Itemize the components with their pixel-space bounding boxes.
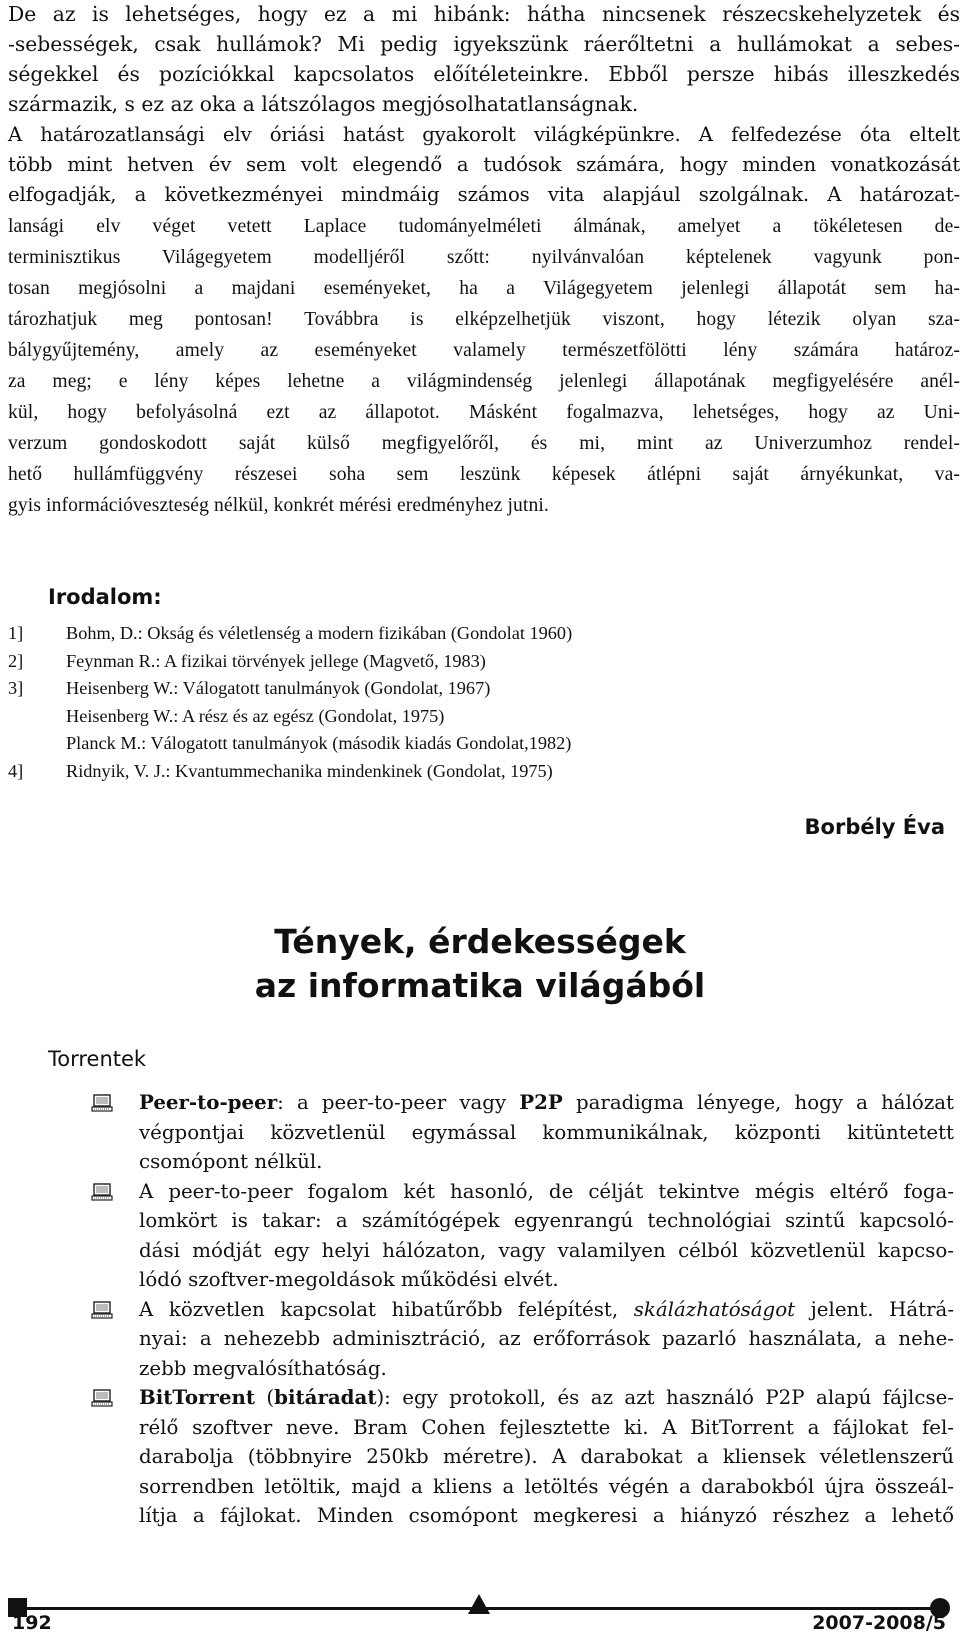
reference-number: 3]	[8, 678, 24, 698]
subsection-heading: Torrentek	[48, 1047, 147, 1071]
bullet-line: csomópont nélkül.	[139, 1150, 323, 1173]
page-footer	[0, 1590, 960, 1634]
term-bold: bitáradat	[274, 1385, 377, 1409]
text-run: A közvetlen kapcsolat hibatűrőbb felépítést,	[139, 1297, 634, 1321]
bullet-line: lódó szoftver-megoldások működési elvét.	[139, 1268, 559, 1291]
reference-item	[8, 703, 572, 731]
reference-text: Feynman R.: A fizikai törvények jellege (Magvető, 1983)	[66, 650, 486, 671]
bullet-item	[91, 1177, 953, 1295]
section-title-line: az informatika világából	[254, 966, 706, 1005]
reference-text: Heisenberg W.: A rész és az egész (Gondolat, 1975)	[66, 705, 445, 726]
reference-item	[8, 675, 572, 703]
reference-text: Ridnyik, V. J.: Kvantummechanika mindenkinek (Gondolat, 1975)	[66, 760, 553, 781]
computer-icon	[91, 1301, 113, 1319]
bullet-line	[139, 1383, 954, 1413]
bullet-line: lomkört is takar: a számítógépek egyenrangú technológiai szintű kapcsoló-	[139, 1209, 954, 1232]
computer-icon	[91, 1094, 113, 1112]
text-line: -sebességek, csak hullámok? Mi pedig igyekszünk ráerőltetni a hullámokat a sebes-	[8, 32, 960, 56]
text-line: lansági elv véget vetett Laplace tudományelméleti álmának, amelyet a tökéletesen de-	[8, 216, 960, 237]
reference-item	[8, 758, 572, 786]
text-line: A határozatlansági elv óriási hatást gyakorolt világképünkre. A felfedezése óta eltelt	[8, 123, 960, 146]
reference-item	[8, 730, 572, 758]
bullet-line: zebb megvalósíthatóság.	[139, 1356, 387, 1380]
text-line: több mint hetven év sem volt elegendő a tudósok számára, hogy minden vonatkozását	[8, 153, 960, 176]
bullet-line: rélő szoftver neve. Bram Cohen fejlesztette ki. A BitTorrent a fájlokat fel-	[139, 1415, 954, 1439]
issue-label: 2007-2008/5	[812, 1612, 946, 1634]
text-line: tározhatjuk meg pontosan! Továbbra is elképzelhetjük viszont, hogy létezik olyan sza-	[8, 309, 960, 330]
page-number: 192	[12, 1612, 52, 1634]
computer-icon	[91, 1183, 113, 1201]
bullet-list	[91, 1088, 953, 1531]
computer-icon	[91, 1389, 113, 1407]
bullet-item	[91, 1088, 953, 1177]
reference-number	[8, 730, 66, 758]
bullet-item	[91, 1383, 953, 1531]
bullet-line	[139, 1295, 954, 1325]
reference-number	[8, 703, 66, 731]
term-italic: skálázhatóságot	[633, 1297, 796, 1321]
text-line: tosan megjósolni a majdani eseményeket, ha a Világegyetem jelenlegi állapotát sem ha-	[8, 278, 960, 299]
text-line: elfogadják, a következményei mindmáig számos vita alapjául szolgálnak. A határozat-	[8, 183, 960, 206]
term-bold: P2P	[519, 1090, 563, 1114]
bullet-line	[139, 1088, 954, 1118]
bullet-line: nyai: a nehezebb adminisztráció, az erőforrások pazarló használata, a nehe-	[139, 1327, 954, 1350]
bullet-line: dási módját egy helyi hálózaton, vagy valamilyen célból közvetlenül kapcso-	[139, 1238, 954, 1262]
text-line: kül, hogy befolyásolná ezt az állapotot. Másként fogalmazva, lehetséges, hogy az Uni-	[8, 402, 960, 423]
text-run: jelent. Hátrá-	[795, 1297, 955, 1321]
text-line: De az is lehetséges, hogy ez a mi hibánk: hátha nincsenek részecskehelyzetek és	[8, 2, 960, 26]
reference-text: Planck M.: Válogatott tanulmányok (második kiadás Gondolat,1982)	[66, 733, 572, 753]
section-title	[0, 920, 960, 1008]
reference-number: 4]	[8, 760, 24, 781]
text-line: származik, s ez az oka a látszólagos megjósolhatatlanságnak.	[8, 92, 639, 116]
reference-item	[8, 648, 572, 676]
term-bold: BitTorrent	[139, 1385, 255, 1409]
bullet-line: sorrendben letöltik, majd a kliens a letöltés végén a darabokból újra összeál-	[139, 1474, 954, 1498]
reference-number: 1]	[8, 623, 24, 643]
text-line: gyis információveszteség nélkül, konkrét mérési eredményhez jutni.	[8, 495, 549, 516]
text-line: bálygyűjtemény, amely az eseményeket valamely természetfölötti lény számára határoz-	[8, 340, 960, 361]
author-signature: Borbély Éva	[804, 815, 945, 839]
reference-text: Heisenberg W.: Válogatott tanulmányok (Gondolat, 1967)	[66, 678, 491, 698]
text-run: ): egy protokoll, és az azt használó P2P alapú fájlcse-	[376, 1386, 954, 1409]
reference-item	[8, 620, 572, 648]
references-list	[8, 620, 572, 785]
reference-number: 2]	[8, 650, 24, 671]
text-line: za meg; e lény képes lehetne a világmindenség jelenlegi állapotának megfigyelésére anél-	[8, 371, 960, 392]
text-line: hető hullámfüggvény részesei soha sem leszünk képesek átlépni saját árnyékunkat, va-	[8, 464, 960, 485]
section-title-line: Tények, érdekességek	[274, 922, 686, 961]
bullet-line: lítja a fájlokat. Minden csomópont megkeresi a hiányzó részhez a lehető	[139, 1504, 954, 1527]
bullet-line: A peer-to-peer fogalom két hasonló, de célját tekintve mégis eltérő foga-	[139, 1179, 954, 1203]
text-run: (	[254, 1386, 275, 1409]
bullet-line: darabolja (többnyire 250kb méretre). A darabokat a kliensek véletlenszerű	[139, 1445, 954, 1468]
triangle-icon	[468, 1594, 490, 1614]
text-run: paradigma lényege, hogy a hálózat	[562, 1091, 955, 1114]
references-heading: Irodalom:	[48, 585, 162, 609]
text-run: : a peer-to-peer vagy	[277, 1091, 520, 1114]
text-line: terminisztikus Világegyetem modelljéről szőtt: nyilvánvalóan képtelenek vagyunk pon-	[8, 247, 960, 268]
text-line: ségekkel és pozíciókkal kapcsolatos előítéleteinkre. Ebből persze hibás illeszkedés	[8, 62, 960, 86]
bullet-line: végpontjai közvetlenül egymással kommunikálnak, központi kitüntetett	[139, 1120, 954, 1144]
reference-text: Bohm, D.: Okság és véletlenség a modern fizikában (Gondolat 1960)	[66, 623, 573, 643]
term-bold: Peer-to-peer	[139, 1090, 278, 1114]
text-line: verzum gondoskodott saját külső megfigyelőről, és mi, mint az Univerzumhoz rendel-	[8, 433, 960, 454]
bullet-item	[91, 1295, 953, 1384]
